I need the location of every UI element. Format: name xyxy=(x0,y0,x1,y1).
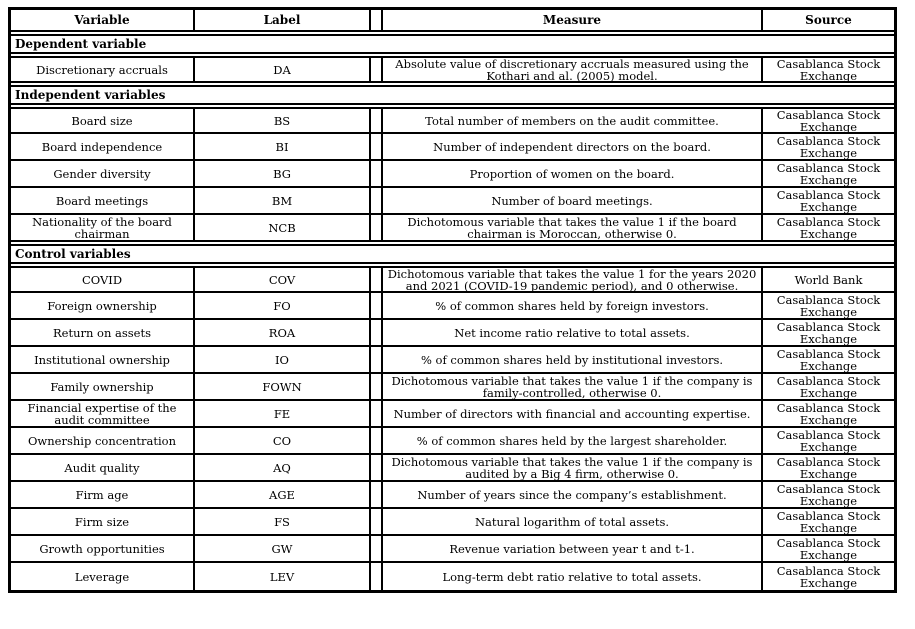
variable-cell: Firm age xyxy=(11,482,195,507)
table-row xyxy=(11,482,894,509)
measure-cell: Dichotomous variable that takes the value 1 for the years 2020 and 2021 (COVID-19 pandemic period), and 0 otherwise. xyxy=(383,268,763,291)
source-cell: Casablanca Stock Exchange xyxy=(776,134,881,159)
variables-definition-table xyxy=(8,7,897,593)
variable-cell: Financial expertise of the audit committee xyxy=(11,401,195,426)
source-cell: Casablanca Stock Exchange xyxy=(776,320,881,345)
measure-cell: Dichotomous variable that takes the value 1 if the board chairman is Moroccan, otherwise 0. xyxy=(383,215,763,240)
label-cell: FE xyxy=(195,401,371,426)
column-spacer xyxy=(371,293,383,318)
source-cell: Casablanca Stock Exchange xyxy=(776,536,881,561)
label-cell: BI xyxy=(195,134,371,159)
column-spacer xyxy=(371,347,383,372)
source-cell: Casablanca Stock Exchange xyxy=(776,509,881,534)
table-row xyxy=(11,401,894,428)
section-header-row xyxy=(11,244,894,264)
measure-cell: Proportion of women on the board. xyxy=(383,161,763,186)
source-cell: Casablanca Stock Exchange xyxy=(776,347,881,372)
section-title: Dependent variable xyxy=(15,37,147,51)
table-header-row xyxy=(11,10,894,32)
label-cell: CO xyxy=(195,428,371,453)
table-row xyxy=(11,107,894,134)
source-cell: Casablanca Stock Exchange xyxy=(776,563,881,590)
measure-cell: Number of directors with financial and accounting expertise. xyxy=(383,401,763,426)
measure-cell: % of common shares held by the largest shareholder. xyxy=(383,428,763,453)
label-cell: BM xyxy=(195,188,371,213)
variable-cell: Foreign ownership xyxy=(11,293,195,318)
source-cell: Casablanca Stock Exchange xyxy=(776,455,881,480)
source-cell: Casablanca Stock Exchange xyxy=(776,428,881,453)
variable-cell: Ownership concentration xyxy=(11,428,195,453)
column-spacer xyxy=(371,401,383,426)
table-row xyxy=(11,188,894,215)
column-spacer xyxy=(371,109,383,132)
table-row xyxy=(11,266,894,293)
section-header-row xyxy=(11,85,894,105)
table-row xyxy=(11,374,894,401)
source-cell: Casablanca Stock Exchange xyxy=(776,374,881,399)
measure-cell: Long-term debt ratio relative to total assets. xyxy=(383,563,763,590)
measure-cell: Total number of members on the audit committee. xyxy=(383,109,763,132)
label-cell: GW xyxy=(195,536,371,561)
label-cell: AGE xyxy=(195,482,371,507)
table-row xyxy=(11,215,894,242)
source-cell: Casablanca Stock Exchange xyxy=(776,188,881,213)
table-row xyxy=(11,536,894,563)
column-header-label: Label xyxy=(195,10,371,30)
source-cell: Casablanca Stock Exchange xyxy=(776,58,881,81)
column-spacer xyxy=(371,428,383,453)
column-spacer xyxy=(371,58,383,81)
table-row xyxy=(11,428,894,455)
label-cell: FS xyxy=(195,509,371,534)
variable-cell: Institutional ownership xyxy=(11,347,195,372)
variable-cell: COVID xyxy=(11,268,195,291)
section-title: Control variables xyxy=(15,247,131,261)
column-spacer xyxy=(371,374,383,399)
measure-cell: % of common shares held by foreign investors. xyxy=(383,293,763,318)
column-spacer xyxy=(371,268,383,291)
table-row xyxy=(11,509,894,536)
column-spacer xyxy=(371,134,383,159)
variable-cell: Leverage xyxy=(11,563,195,590)
measure-cell: Natural logarithm of total assets. xyxy=(383,509,763,534)
variable-cell: Growth opportunities xyxy=(11,536,195,561)
section-title: Independent variables xyxy=(15,88,166,102)
label-cell: FOWN xyxy=(195,374,371,399)
table-body xyxy=(11,34,894,590)
column-spacer xyxy=(371,455,383,480)
column-spacer xyxy=(371,536,383,561)
table-row xyxy=(11,563,894,590)
column-spacer xyxy=(371,509,383,534)
source-cell: Casablanca Stock Exchange xyxy=(776,161,881,186)
table-row xyxy=(11,293,894,320)
column-spacer xyxy=(371,482,383,507)
label-cell: DA xyxy=(195,58,371,81)
measure-cell: Dichotomous variable that takes the value 1 if the company is family-controlled, otherwise 0. xyxy=(383,374,763,399)
measure-cell: Absolute value of discretionary accruals measured using the Kothari and al. (2005) model. xyxy=(383,58,763,81)
variable-cell: Discretionary accruals xyxy=(11,58,195,81)
column-spacer xyxy=(371,320,383,345)
source-cell: Casablanca Stock Exchange xyxy=(776,482,881,507)
column-spacer xyxy=(371,161,383,186)
measure-cell: Net income ratio relative to total assets. xyxy=(383,320,763,345)
column-header-variable: Variable xyxy=(11,10,195,30)
variable-cell: Audit quality xyxy=(11,455,195,480)
variable-cell: Firm size xyxy=(11,509,195,534)
measure-cell: Dichotomous variable that takes the value 1 if the company is audited by a Big 4 firm, otherwise 0. xyxy=(383,455,763,480)
variable-cell: Family ownership xyxy=(11,374,195,399)
column-spacer xyxy=(371,563,383,590)
label-cell: LEV xyxy=(195,563,371,590)
measure-cell: % of common shares held by institutional investors. xyxy=(383,347,763,372)
label-cell: FO xyxy=(195,293,371,318)
column-header-measure: Measure xyxy=(383,10,763,30)
measure-cell: Number of board meetings. xyxy=(383,188,763,213)
label-cell: BS xyxy=(195,109,371,132)
table-row xyxy=(11,455,894,482)
variable-cell: Gender diversity xyxy=(11,161,195,186)
variable-cell: Board size xyxy=(11,109,195,132)
label-cell: AQ xyxy=(195,455,371,480)
table-row xyxy=(11,320,894,347)
source-cell: Casablanca Stock Exchange xyxy=(776,109,881,132)
measure-cell: Number of years since the company’s establishment. xyxy=(383,482,763,507)
measure-cell: Number of independent directors on the board. xyxy=(383,134,763,159)
table-row xyxy=(11,161,894,188)
table-row xyxy=(11,56,894,83)
label-cell: NCB xyxy=(195,215,371,240)
section-header-row xyxy=(11,34,894,54)
source-cell: World Bank xyxy=(794,272,863,287)
measure-cell: Revenue variation between year t and t-1. xyxy=(383,536,763,561)
label-cell: COV xyxy=(195,268,371,291)
table-row xyxy=(11,347,894,374)
label-cell: BG xyxy=(195,161,371,186)
label-cell: ROA xyxy=(195,320,371,345)
column-spacer xyxy=(371,10,383,30)
label-cell: IO xyxy=(195,347,371,372)
variable-cell: Board independence xyxy=(11,134,195,159)
variable-cell: Nationality of the board chairman xyxy=(11,215,195,240)
column-spacer xyxy=(371,215,383,240)
column-header-source: Source xyxy=(805,13,852,27)
variable-cell: Return on assets xyxy=(11,320,195,345)
source-cell: Casablanca Stock Exchange xyxy=(776,293,881,318)
source-cell: Casablanca Stock Exchange xyxy=(776,215,881,240)
table-row xyxy=(11,134,894,161)
column-spacer xyxy=(371,188,383,213)
source-cell: Casablanca Stock Exchange xyxy=(776,401,881,426)
variable-cell: Board meetings xyxy=(11,188,195,213)
